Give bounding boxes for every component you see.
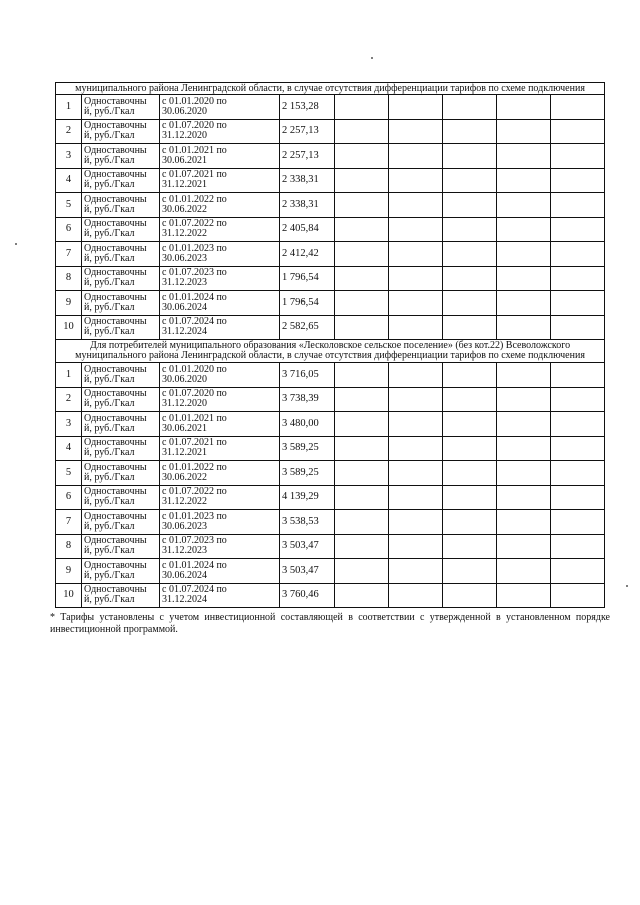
section-heading: Для потребителей муниципального образования «Лесколовское сельское поселение» (без кот.22) Всеволожского муниципального района Ленинградской области, в случае отсутствия дифференциации тарифов по схеме подключения xyxy=(56,340,605,363)
tariff-unit: Одноставочны й, руб./Гкал xyxy=(82,95,160,120)
empty-cell xyxy=(551,583,605,608)
table-row xyxy=(56,315,605,340)
empty-cell xyxy=(551,510,605,535)
empty-cell xyxy=(443,461,497,486)
tariff-unit: Одноставочны й, руб./Гкал xyxy=(82,534,160,559)
empty-cell xyxy=(551,193,605,218)
scan-speck xyxy=(15,243,17,245)
empty-cell xyxy=(443,412,497,437)
tariff-period: с 01.07.2022 по 31.12.2022 xyxy=(160,485,280,510)
empty-cell xyxy=(497,119,551,144)
tariff-period: с 01.07.2022 по 31.12.2022 xyxy=(160,217,280,242)
tariff-value: 3 760,46 xyxy=(280,583,335,608)
empty-cell xyxy=(335,266,389,291)
table-row xyxy=(56,485,605,510)
empty-cell xyxy=(551,266,605,291)
table-row xyxy=(56,144,605,169)
empty-cell xyxy=(497,461,551,486)
tariff-period: с 01.07.2024 по 31.12.2024 xyxy=(160,315,280,340)
empty-cell xyxy=(335,363,389,388)
empty-cell xyxy=(551,217,605,242)
empty-cell xyxy=(389,291,443,316)
tariff-value: 2 582,65 xyxy=(280,315,335,340)
tariff-unit: Одноставочны й, руб./Гкал xyxy=(82,363,160,388)
empty-cell xyxy=(443,266,497,291)
tariff-period: с 01.01.2024 по 30.06.2024 xyxy=(160,291,280,316)
empty-cell xyxy=(389,217,443,242)
empty-cell xyxy=(443,242,497,267)
empty-cell xyxy=(335,534,389,559)
empty-cell xyxy=(497,534,551,559)
empty-cell xyxy=(389,436,443,461)
tariff-unit: Одноставочны й, руб./Гкал xyxy=(82,461,160,486)
empty-cell xyxy=(497,510,551,535)
empty-cell xyxy=(443,485,497,510)
footnote: * Тарифы установлены с учетом инвестиционной составляющей в соответствии с утвержденной в установленном порядке инвестиционной программой. xyxy=(50,612,610,635)
empty-cell xyxy=(551,168,605,193)
empty-cell xyxy=(389,315,443,340)
table-row xyxy=(56,291,605,316)
tariff-period: с 01.07.2021 по 31.12.2021 xyxy=(160,436,280,461)
row-number: 6 xyxy=(56,485,82,510)
tariff-value: 3 538,53 xyxy=(280,510,335,535)
tariff-period: с 01.01.2023 по 30.06.2023 xyxy=(160,242,280,267)
tariff-period: с 01.01.2023 по 30.06.2023 xyxy=(160,510,280,535)
empty-cell xyxy=(389,193,443,218)
table-row xyxy=(56,119,605,144)
row-number: 10 xyxy=(56,583,82,608)
tariff-value: 2 412,42 xyxy=(280,242,335,267)
empty-cell xyxy=(443,387,497,412)
tariff-unit: Одноставочны й, руб./Гкал xyxy=(82,436,160,461)
tariff-unit: Одноставочны й, руб./Гкал xyxy=(82,315,160,340)
empty-cell xyxy=(497,436,551,461)
empty-cell xyxy=(443,510,497,535)
row-number: 8 xyxy=(56,534,82,559)
tariff-table xyxy=(55,82,605,608)
empty-cell xyxy=(335,510,389,535)
empty-cell xyxy=(389,95,443,120)
empty-cell xyxy=(497,168,551,193)
table-row xyxy=(56,387,605,412)
table-row xyxy=(56,559,605,584)
empty-cell xyxy=(497,144,551,169)
tariff-unit: Одноставочны й, руб./Гкал xyxy=(82,291,160,316)
tariff-unit: Одноставочны й, руб./Гкал xyxy=(82,412,160,437)
empty-cell xyxy=(497,266,551,291)
empty-cell xyxy=(497,559,551,584)
tariff-value: 3 503,47 xyxy=(280,534,335,559)
empty-cell xyxy=(443,534,497,559)
empty-cell xyxy=(497,412,551,437)
empty-cell xyxy=(551,144,605,169)
tariff-period: с 01.01.2024 по 30.06.2024 xyxy=(160,559,280,584)
empty-cell xyxy=(389,485,443,510)
row-number: 4 xyxy=(56,436,82,461)
empty-cell xyxy=(389,363,443,388)
row-number: 2 xyxy=(56,387,82,412)
tariff-value: 3 716,05 xyxy=(280,363,335,388)
row-number: 2 xyxy=(56,119,82,144)
empty-cell xyxy=(551,119,605,144)
tariff-period: с 01.01.2021 по 30.06.2021 xyxy=(160,144,280,169)
empty-cell xyxy=(497,242,551,267)
table-row xyxy=(56,217,605,242)
empty-cell xyxy=(551,485,605,510)
tariff-value: 3 589,25 xyxy=(280,436,335,461)
empty-cell xyxy=(551,412,605,437)
tariff-period: с 01.07.2023 по 31.12.2023 xyxy=(160,266,280,291)
row-number: 1 xyxy=(56,95,82,120)
tariff-period: с 01.07.2020 по 31.12.2020 xyxy=(160,119,280,144)
empty-cell xyxy=(335,461,389,486)
section-heading: муниципального района Ленинградской области, в случае отсутствия дифференциации тарифов по схеме подключения xyxy=(56,83,605,95)
empty-cell xyxy=(443,583,497,608)
tariff-value: 2 338,31 xyxy=(280,193,335,218)
tariff-value: 3 480,00 xyxy=(280,412,335,437)
empty-cell xyxy=(335,168,389,193)
empty-cell xyxy=(551,363,605,388)
empty-cell xyxy=(389,559,443,584)
empty-cell xyxy=(389,461,443,486)
tariff-period: с 01.07.2020 по 31.12.2020 xyxy=(160,387,280,412)
row-number: 5 xyxy=(56,193,82,218)
empty-cell xyxy=(335,95,389,120)
empty-cell xyxy=(335,559,389,584)
table-row xyxy=(56,95,605,120)
row-number: 6 xyxy=(56,217,82,242)
empty-cell xyxy=(443,168,497,193)
tariff-unit: Одноставочны й, руб./Гкал xyxy=(82,144,160,169)
tariff-period: с 01.07.2021 по 31.12.2021 xyxy=(160,168,280,193)
tariff-unit: Одноставочны й, руб./Гкал xyxy=(82,168,160,193)
tariff-period: с 01.01.2021 по 30.06.2021 xyxy=(160,412,280,437)
empty-cell xyxy=(443,193,497,218)
tariff-period: с 01.07.2024 по 31.12.2024 xyxy=(160,583,280,608)
row-number: 3 xyxy=(56,144,82,169)
empty-cell xyxy=(443,144,497,169)
table-row xyxy=(56,168,605,193)
scan-speck xyxy=(371,57,373,59)
tariff-value: 3 503,47 xyxy=(280,559,335,584)
table-row xyxy=(56,436,605,461)
tariff-value: 2 257,13 xyxy=(280,144,335,169)
row-number: 7 xyxy=(56,510,82,535)
empty-cell xyxy=(389,266,443,291)
tariff-period: с 01.07.2023 по 31.12.2023 xyxy=(160,534,280,559)
empty-cell xyxy=(497,217,551,242)
empty-cell xyxy=(389,242,443,267)
tariff-value: 3 589,25 xyxy=(280,461,335,486)
table-row xyxy=(56,266,605,291)
table-row xyxy=(56,510,605,535)
empty-cell xyxy=(335,119,389,144)
tariff-unit: Одноставочны й, руб./Гкал xyxy=(82,485,160,510)
empty-cell xyxy=(389,534,443,559)
tariff-unit: Одноставочны й, руб./Гкал xyxy=(82,242,160,267)
tariff-unit: Одноставочны й, руб./Гкал xyxy=(82,559,160,584)
row-number: 7 xyxy=(56,242,82,267)
empty-cell xyxy=(443,315,497,340)
tariff-value: 3 738,39 xyxy=(280,387,335,412)
tariff-period: с 01.01.2020 по 30.06.2020 xyxy=(160,95,280,120)
row-number: 5 xyxy=(56,461,82,486)
empty-cell xyxy=(551,387,605,412)
empty-cell xyxy=(335,193,389,218)
row-number: 1 xyxy=(56,363,82,388)
empty-cell xyxy=(551,461,605,486)
empty-cell xyxy=(335,242,389,267)
empty-cell xyxy=(497,583,551,608)
empty-cell xyxy=(497,387,551,412)
empty-cell xyxy=(443,217,497,242)
tariff-value: 4 139,29 xyxy=(280,485,335,510)
empty-cell xyxy=(389,510,443,535)
tariff-unit: Одноставочны й, руб./Гкал xyxy=(82,510,160,535)
empty-cell xyxy=(389,583,443,608)
empty-cell xyxy=(335,436,389,461)
empty-cell xyxy=(335,315,389,340)
empty-cell xyxy=(443,119,497,144)
tariff-unit: Одноставочны й, руб./Гкал xyxy=(82,387,160,412)
table-row xyxy=(56,193,605,218)
table-row xyxy=(56,242,605,267)
empty-cell xyxy=(335,387,389,412)
scan-speck xyxy=(626,585,628,587)
table-row xyxy=(56,412,605,437)
tariff-value: 2 405,84 xyxy=(280,217,335,242)
empty-cell xyxy=(389,144,443,169)
tariff-unit: Одноставочны й, руб./Гкал xyxy=(82,583,160,608)
tariff-unit: Одноставочны й, руб./Гкал xyxy=(82,193,160,218)
row-number: 3 xyxy=(56,412,82,437)
empty-cell xyxy=(335,485,389,510)
empty-cell xyxy=(443,95,497,120)
empty-cell xyxy=(389,168,443,193)
tariff-value: 2 257,13 xyxy=(280,119,335,144)
empty-cell xyxy=(335,583,389,608)
table-row xyxy=(56,534,605,559)
table-row xyxy=(56,461,605,486)
empty-cell xyxy=(335,291,389,316)
tariff-unit: Одноставочны й, руб./Гкал xyxy=(82,119,160,144)
row-number: 8 xyxy=(56,266,82,291)
empty-cell xyxy=(551,95,605,120)
empty-cell xyxy=(551,534,605,559)
empty-cell xyxy=(335,144,389,169)
empty-cell xyxy=(551,242,605,267)
empty-cell xyxy=(443,291,497,316)
empty-cell xyxy=(443,363,497,388)
empty-cell xyxy=(389,387,443,412)
empty-cell xyxy=(497,315,551,340)
empty-cell xyxy=(497,485,551,510)
empty-cell xyxy=(497,193,551,218)
empty-cell xyxy=(389,119,443,144)
row-number: 9 xyxy=(56,291,82,316)
tariff-value: 2 153,28 xyxy=(280,95,335,120)
tariff-period: с 01.01.2022 по 30.06.2022 xyxy=(160,461,280,486)
section-heading-row xyxy=(56,83,605,95)
empty-cell xyxy=(551,315,605,340)
tariff-value: 2 338,31 xyxy=(280,168,335,193)
empty-cell xyxy=(551,436,605,461)
tariff-unit: Одноставочны й, руб./Гкал xyxy=(82,266,160,291)
table-row xyxy=(56,583,605,608)
empty-cell xyxy=(497,363,551,388)
table-row xyxy=(56,363,605,388)
row-number: 4 xyxy=(56,168,82,193)
tariff-value: 1 796,54 xyxy=(280,291,335,316)
empty-cell xyxy=(497,291,551,316)
tariff-period: с 01.01.2022 по 30.06.2022 xyxy=(160,193,280,218)
tariff-period: с 01.01.2020 по 30.06.2020 xyxy=(160,363,280,388)
empty-cell xyxy=(551,291,605,316)
empty-cell xyxy=(443,559,497,584)
empty-cell xyxy=(389,412,443,437)
tariff-value: 1 796,54 xyxy=(280,266,335,291)
empty-cell xyxy=(443,436,497,461)
tariff-unit: Одноставочны й, руб./Гкал xyxy=(82,217,160,242)
row-number: 10 xyxy=(56,315,82,340)
section-heading-row xyxy=(56,340,605,363)
row-number: 9 xyxy=(56,559,82,584)
empty-cell xyxy=(335,217,389,242)
empty-cell xyxy=(497,95,551,120)
empty-cell xyxy=(335,412,389,437)
empty-cell xyxy=(551,559,605,584)
